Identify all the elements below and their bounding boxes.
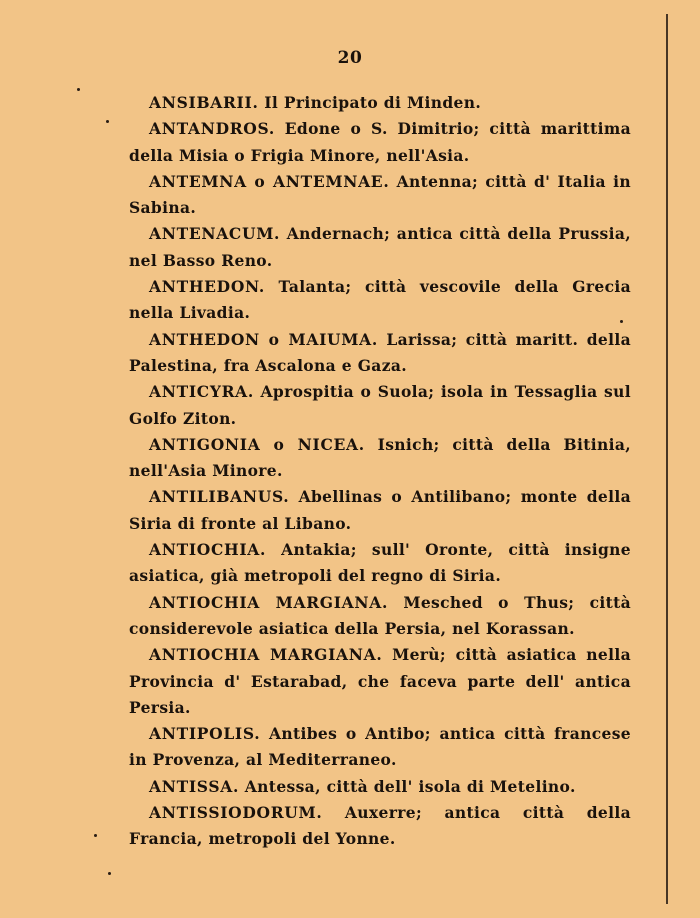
entry-definition: Antenna; città d' Italia in Sabina.: [129, 171, 631, 218]
entry-antipolis: [129, 721, 631, 774]
entry-headword: ANTIPOLIS.: [149, 724, 261, 744]
entry-headword: ANTICYRA.: [149, 382, 254, 402]
entry-definition: Abellinas o Antilibano; monte della Siria di fronte al Libano.: [129, 487, 631, 533]
entry-antilibanus: [129, 484, 631, 537]
entry-antiochia-margiana-2: [129, 642, 631, 721]
entry-headword: ANTHEDON o MAIUMA.: [149, 329, 378, 349]
entry-antiochia: [129, 537, 631, 590]
entry-definition: Andernach; antica città della Prussia, nel Basso Reno.: [129, 224, 631, 270]
entry-definition: Talanta; città vescovile della Grecia nella Livadia.: [129, 277, 631, 323]
entry-anticyra: [129, 379, 631, 432]
entry-headword: ANTIOCHIA MARGIANA.: [149, 645, 383, 665]
entry-antissiodorum: [129, 800, 631, 853]
entry-headword: ANTISSIODORUM.: [149, 803, 323, 823]
entry-headword: ANTIOCHIA.: [149, 540, 267, 560]
page-number: 20: [337, 48, 363, 68]
entry-antandros: [129, 116, 631, 169]
entry-definition: Aprospitia o Suola; isola in Tessaglia sul Golfo Ziton.: [129, 382, 631, 428]
entry-headword: ANTEMNA o ANTEMNAE.: [149, 171, 390, 191]
entry-antenacum: [129, 221, 631, 274]
entry-antissa: [129, 774, 631, 800]
entry-headword: ANTHEDON.: [149, 277, 266, 297]
paper-speck: [77, 88, 80, 91]
entry-headword: ANTISSA.: [149, 776, 240, 796]
entry-definition: Antakia; sull' Oronte, città insigne asiatica, già metropoli del regno di Siria.: [129, 540, 631, 586]
page-edge-rule: [666, 14, 668, 904]
entry-definition: Auxerre; antica città della Francia, metropoli del Yonne.: [129, 803, 631, 849]
entry-headword: ANTIGONIA o NICEA.: [149, 434, 365, 454]
paper-speck: [620, 320, 623, 323]
entry-headword: ANTIOCHIA MARGIANA.: [149, 592, 389, 612]
entry-antigonia: [129, 432, 631, 485]
entry-antemna: [129, 169, 631, 222]
entry-headword: ANSIBARII.: [149, 93, 259, 112]
entry-definition: Antibes o Antibo; antica città francese in Provenza, al Mediterraneo.: [129, 724, 631, 770]
entry-definition: Mesched o Thus; città considerevole asiatica della Persia, nel Korassan.: [129, 592, 632, 638]
entry-antiochia-margiana-1: [129, 590, 631, 643]
entry-definition: Isnich; città della Bitinia, nell'Asia Minore.: [129, 434, 631, 481]
entry-ansibarii: [129, 90, 631, 116]
paper-speck: [106, 120, 109, 123]
entry-anthedon-maiuma: [129, 327, 631, 380]
gazetteer-entries: [129, 90, 631, 853]
entry-anthedon: [129, 274, 631, 327]
entry-headword: ANTENACUM.: [149, 224, 281, 244]
paper-speck: [94, 834, 97, 837]
paper-speck: [108, 872, 111, 875]
entry-definition: Larissa; città maritt. della Palestina, fra Ascalona e Gaza.: [129, 329, 631, 375]
entry-definition: Il Principato di Minden.: [258, 93, 482, 112]
entry-definition: Edone o S. Dimitrio; città marittima della Misia o Frigia Minore, nell'Asia.: [129, 119, 631, 165]
entry-headword: ANTANDROS.: [149, 119, 275, 139]
entry-definition: Antessa, città dell' isola di Metelino.: [239, 776, 576, 796]
entry-headword: ANTILIBANUS.: [149, 487, 290, 507]
entry-definition: Merù; città asiatica nella Provincia d' Estarabad, che faceva parte dell' antica Persia.: [129, 645, 631, 717]
